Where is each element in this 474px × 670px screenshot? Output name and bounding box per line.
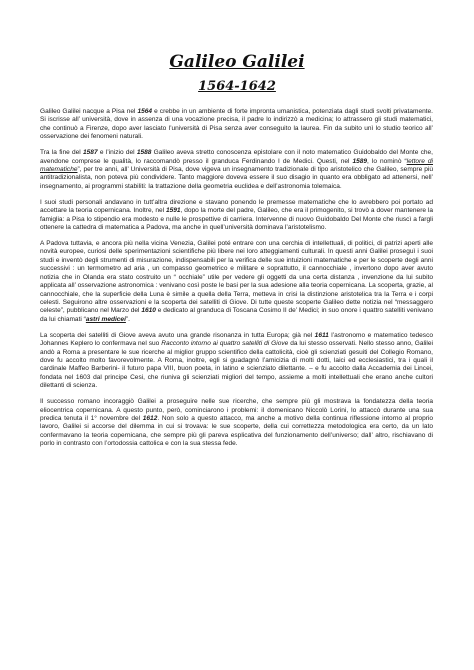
paragraph-text-segment: 1611 [314,331,329,339]
paragraph-text-segment: 1588 [136,149,152,157]
paragraph-text-segment: Il successo romano incoraggiò Galilei a proseguire nelle sue ricerche, che sempre più gli mostrava la fondatezza della teoria eliocentrica copernicana. A questo punto, però, cominciarono i problemi: il domenicano Niccolò Lorini, lo attaccò durante una sua predica tenuta il 1° novembre del [40,398,433,422]
paragraph-text-segment: 1591 [165,207,181,215]
paragraph-text-segment: e l’inizio del [97,149,137,157]
paragraph-text-segment: A Padova tuttavia, e ancora più nella vicina Venezia, Galilei poté entrare con una cerchia di intellettuali, di politici, di patrizi aperti alle novità europee, curiosi delle sperimentazioni scientifiche più libere nei loro atteggiamenti culturali. In questi anni Galilei proseguì i suoi studi e inventò degli strumenti di misurazione, indispensabili per la verifica delle sue intuizioni matematiche e per le scoperte degli anni successivi : un termometro ad aria , un compasso geometrico e militare e soprattutto, il cannocchiale , invertono dopo aver avuto notizia che in Olanda era stato costruito un “ occhiale” utile per vedere gli oggetti da una certa distanza , invenzione da lui subito applicata all’ osservazione astronomica : venivano così poste le basi per la sua adesione alla teoria copernicana. La scoperta, grazie, al cannocchiale, che la superficie della Luna è simile a quella della Terra, metteva in crisi la distinzione aristotelica tra la Terra e i corpi celesti. Seguirono altre osservazioni e la scoperta dei satelliti di Giove. Di tutte queste scoperte Galileo dette notizia nel “messaggero celeste”, pubblicano nel Marzo del [40,240,433,315]
paragraph-text-segment: Galileo Galilei nacque a Pisa nel [40,108,138,115]
paragraph-text-segment: 1564 [137,108,153,115]
paragraph-text-segment: La scoperta dei satelliti di Giove aveva avuto una grande risonanza in tutta Europa; già nel [40,331,315,339]
paragraph-text-segment: , dopo la morte del padre, Galileo, che era il primogenito, si trovò a dover mantenere la famiglia: a Pisa lo stipendio era modesto e nulle le prospettive di carriera. Intervenne di nuovo Guidobaldo Del Monte che riuscì a fargli ottenere la cattedra di matematica a Padova, ma anche in quell’università dominava l’aristotelismo. [40,207,433,232]
paragraph-5 [40,332,433,391]
paragraph-text-segment: l’astronomo e matematico tedesco Johannes Keplero lo confermava nel suo [40,331,433,348]
paragraph-text-segment: ”. [125,315,130,323]
paragraph-text-segment: e crebbe in un ambiente di forte impronta umanistica, potenziata dagli studi svolti privatamente. Si iscrisse all’ università, dove in assenza di una vocazione precisa, il padre lo indirizzò a medicina; lo attrassero gli studi matematici, che continuò a Firenze, dopo aver lasciato l’università di Pisa senza aver conseguito la laurea. Fin da subito unì lo studio teorico all’ osservazione dei fenomeni naturali. [40,108,434,141]
paragraph-text-segment: , lo nominò “ [367,157,407,165]
paragraph-1 [40,108,433,142]
paragraph-2 [40,149,433,191]
paragraph-text-segment: 1610 [141,307,156,315]
document-title: Galileo Galilei [169,52,305,72]
paragraph-text-segment: I suoi studi personali andavano in tutt’altra direzione e stavano ponendo le premesse matematiche che lo avrebbero poi portato ad accettare la teoria copernicana. Inoltre, nel [40,198,433,215]
paragraph-text-segment: . Non solo a questo attacco, ma anche a motivo della continua riflessione intorno al proprio lavoro, Galilei si accorse del dilemma in cui si trovava: le sue scoperte, della cui correttezza metodologica era certo, da un lato confermavano la teoria copernicana, che sempre più gli pareva esplicativa del funzionamento dell’universo; dall’ altro, rischiavano di porlo in contrasto con l’ortodossia cattolica e con la sua stessa fede. [40,414,433,448]
paragraph-3 [40,199,433,233]
paragraph-text-segment: 1589 [352,157,368,165]
paragraph-text-segment: Racconto intorno ai quattro satelliti di Giove [161,340,289,348]
paragraph-text-segment: Galileo aveva stretto conoscenza epistolare con il noto matematico Guidobaldo del Monte che, avendone comprese le qualità, lo raccomandò presso il granduca Ferdinando I de Medici. Questi, nel [40,149,434,165]
paragraph-text-segment: ”, per tre anni, all’ Università di Pisa, dove vigeva un insegnamento tradizionale di tipo aristotelico che Galileo, sempre più antitradizionalista, non poteva più condividere. Tanto maggiore doveva essere il suo disagio in quanto era obbligato ad attenersi, nell’ insegnamento, ai programmi stabiliti: la trattazione della geometria euclidea e dell’astronomia tolemaica. [40,166,433,190]
paragraph-4 [40,240,433,324]
paragraph-text-segment: e dedicato al granduca di Toscana Cosimo II de’ Medici; in suo onore i quattro satelliti venivano da lui chiamati “ [40,307,433,323]
paragraph-text-segment: 1587 [83,149,98,157]
document-dates: 1564-1642 [198,79,276,94]
paragraph-text-segment: Tra la fine del [40,149,84,157]
document-body [40,108,433,456]
paragraph-text-segment: astri medicei [85,315,126,323]
paragraph-6 [40,398,433,448]
paragraph-text-segment: da lui stesso osservati. Nello stesso anno, Galilei andò a Roma a presentare le sue ricerche al miglior gruppo scientifico della cattolicità, cioè gli scienziati gesuiti del Collegio Romano, dove fu accolto molto favorevolmente. A Roma, inoltre, egli si guadagnò l’amicizia di molti dotti, laici ed ecclesiastici, tra i quali il cardinale Maffeo Barberini- il futuro papa VIII, buon poeta, in latino e scienziato dilettante. – e fu accolto dalla Accademia dei Lincei, fondata nel 1603 dal principe Cesi, che riuniva gli scienziati migliori del tempo, assieme a molti intellettuali che erano anche cultori dilettanti di scienza. [40,340,433,390]
paragraph-text-segment: lettore di matematiche [40,157,433,174]
paragraph-text-segment: 1612 [142,414,158,422]
